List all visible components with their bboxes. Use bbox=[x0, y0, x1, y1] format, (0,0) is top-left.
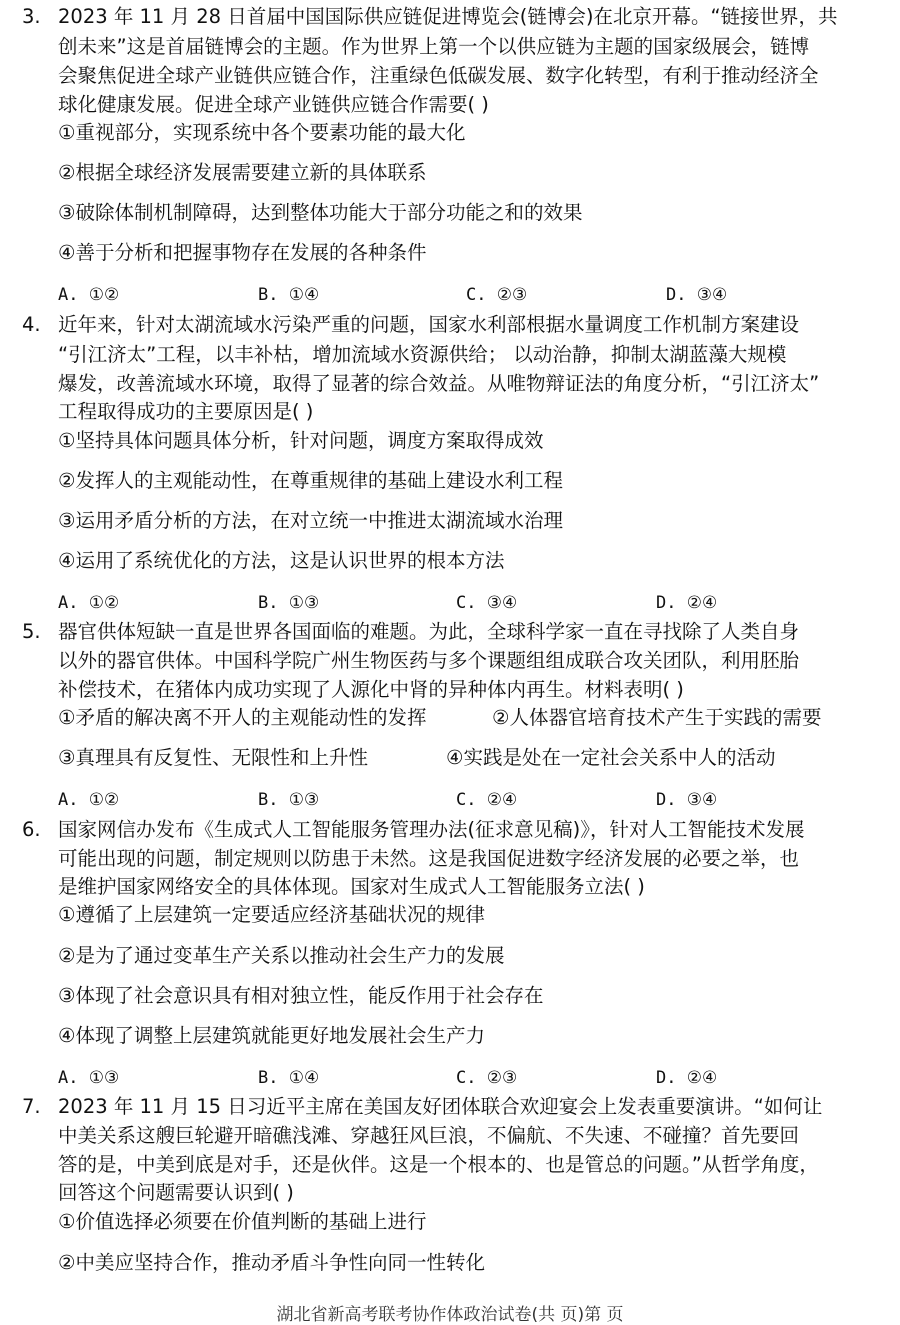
question-stem-line: 回答这个问题需要认识到( ) bbox=[58, 1181, 294, 1204]
page-footer: 湖北省新高考联考协作体政治试卷(共 页)第 页 bbox=[276, 1305, 624, 1325]
statement-option: ②中美应坚持合作，推动矛盾斗争性向同一性转化 bbox=[58, 1251, 485, 1274]
answer-choice: B. ①③ bbox=[258, 593, 320, 613]
question-stem-line: 2023 年 11 月 15 日习近平主席在美国友好团体联合欢迎宴会上发表重要演讲。“如何让 bbox=[58, 1095, 823, 1118]
question-stem-line: 以外的器官供体。中国科学院广州生物医药与多个课题组组成联合攻关团队，利用胚胎 bbox=[58, 649, 800, 672]
statement-option: ②发挥人的主观能动性，在尊重规律的基础上建设水利工程 bbox=[58, 469, 563, 492]
answer-choice: A. ①② bbox=[58, 593, 120, 613]
statement-option: ①价值选择必须要在价值判断的基础上进行 bbox=[58, 1210, 427, 1233]
question-stem-line: 2023 年 11 月 28 日首届中国国际供应链促进博览会(链博会)在北京开幕。“链接世界，共 bbox=[58, 5, 838, 28]
question-stem-line: 爆发，改善流域水环境，取得了显著的综合效益。从唯物辩证法的角度分析，“引江济太” bbox=[58, 372, 820, 395]
question-stem-line: 会聚焦促进全球产业链供应链合作，注重绿色低碳发展、数字化转型，有利于推动经济全 bbox=[58, 64, 819, 87]
question-number: 6. bbox=[22, 818, 41, 841]
answer-choice: B. ①④ bbox=[258, 1068, 320, 1088]
statement-option: ①坚持具体问题具体分析，针对问题，调度方案取得成效 bbox=[58, 429, 544, 452]
answer-choice: A. ①③ bbox=[58, 1068, 120, 1088]
answer-choice: A. ①② bbox=[58, 285, 120, 305]
question-stem-line: 答的是，中美到底是对手，还是伙伴。这是一个根本的、也是管总的问题。”从哲学角度， bbox=[58, 1153, 819, 1176]
question-number: 4. bbox=[22, 313, 41, 336]
statement-option: ③运用矛盾分析的方法，在对立统一中推进太湖流域水治理 bbox=[58, 509, 563, 532]
statement-option: ④善于分析和把握事物存在发展的各种条件 bbox=[58, 241, 427, 264]
statement-option: ②是为了通过变革生产关系以推动社会生产力的发展 bbox=[58, 944, 505, 967]
statement-option: ④实践是处在一定社会关系中人的活动 bbox=[446, 746, 776, 769]
answer-choice: D. ②④ bbox=[656, 593, 718, 613]
question-number: 7. bbox=[22, 1095, 41, 1118]
answer-choice: B. ①④ bbox=[258, 285, 320, 305]
statement-option: ④体现了调整上层建筑就能更好地发展社会生产力 bbox=[58, 1024, 485, 1047]
statement-option: ③体现了社会意识具有相对独立性，能反作用于社会存在 bbox=[58, 984, 544, 1007]
statement-option: ②根据全球经济发展需要建立新的具体联系 bbox=[58, 161, 427, 184]
statement-option: ①重视部分，实现系统中各个要素功能的最大化 bbox=[58, 121, 466, 144]
question-stem-line: 中美关系这艘巨轮避开暗礁浅滩、穿越狂风巨浪，不偏航、不失速、不碰撞？首先要回 bbox=[58, 1124, 800, 1147]
answer-choice: A. ①② bbox=[58, 790, 120, 810]
question-stem-line: 补偿技术，在猪体内成功实现了人源化中肾的异种体内再生。材料表明( ) bbox=[58, 678, 684, 701]
answer-choice: B. ①③ bbox=[258, 790, 320, 810]
answer-choice: D. ③④ bbox=[656, 790, 718, 810]
question-number: 3. bbox=[22, 5, 41, 28]
statement-option: ②人体器官培育技术产生于实践的需要 bbox=[492, 706, 822, 729]
question-stem-line: “引江济太”工程，以丰补枯，增加流域水资源供给； 以动治静，抑制太湖蓝藻大规模 bbox=[58, 343, 787, 366]
statement-option: ③真理具有反复性、无限性和上升性 bbox=[58, 746, 368, 769]
question-stem-line: 国家网信办发布《生成式人工智能服务管理办法(征求意见稿)》，针对人工智能技术发展 bbox=[58, 818, 805, 841]
answer-choice: C. ③④ bbox=[456, 593, 518, 613]
answer-choice: C. ②③ bbox=[456, 1068, 518, 1088]
answer-choice: C. ②③ bbox=[466, 285, 528, 305]
answer-choice: C. ②④ bbox=[456, 790, 518, 810]
question-number: 5. bbox=[22, 620, 41, 643]
statement-option: ③破除体制机制障碍，达到整体功能大于部分功能之和的效果 bbox=[58, 201, 583, 224]
answer-choice: D. ③④ bbox=[666, 285, 728, 305]
question-stem-line: 球化健康发展。促进全球产业链供应链合作需要( ) bbox=[58, 93, 489, 116]
question-stem-line: 近年来，针对太湖流域水污染严重的问题，国家水利部根据水量调度工作机制方案建设 bbox=[58, 313, 800, 336]
statement-option: ①遵循了上层建筑一定要适应经济基础状况的规律 bbox=[58, 903, 485, 926]
answer-choice: D. ②④ bbox=[656, 1068, 718, 1088]
question-stem-line: 工程取得成功的主要原因是( ) bbox=[58, 400, 314, 423]
statement-option: ④运用了系统优化的方法，这是认识世界的根本方法 bbox=[58, 549, 505, 572]
question-stem-line: 器官供体短缺一直是世界各国面临的难题。为此，全球科学家一直在寻找除了人类自身 bbox=[58, 620, 800, 643]
question-stem-line: 是维护国家网络安全的具体体现。国家对生成式人工智能服务立法( ) bbox=[58, 875, 645, 898]
question-stem-line: 可能出现的问题，制定规则以防患于未然。这是我国促进数字经济发展的必要之举，也 bbox=[58, 847, 800, 870]
statement-option: ①矛盾的解决离不开人的主观能动性的发挥 bbox=[58, 706, 427, 729]
question-stem-line: 创未来”这是首届链博会的主题。作为世界上第一个以供应链为主题的国家级展会，链博 bbox=[58, 35, 810, 58]
